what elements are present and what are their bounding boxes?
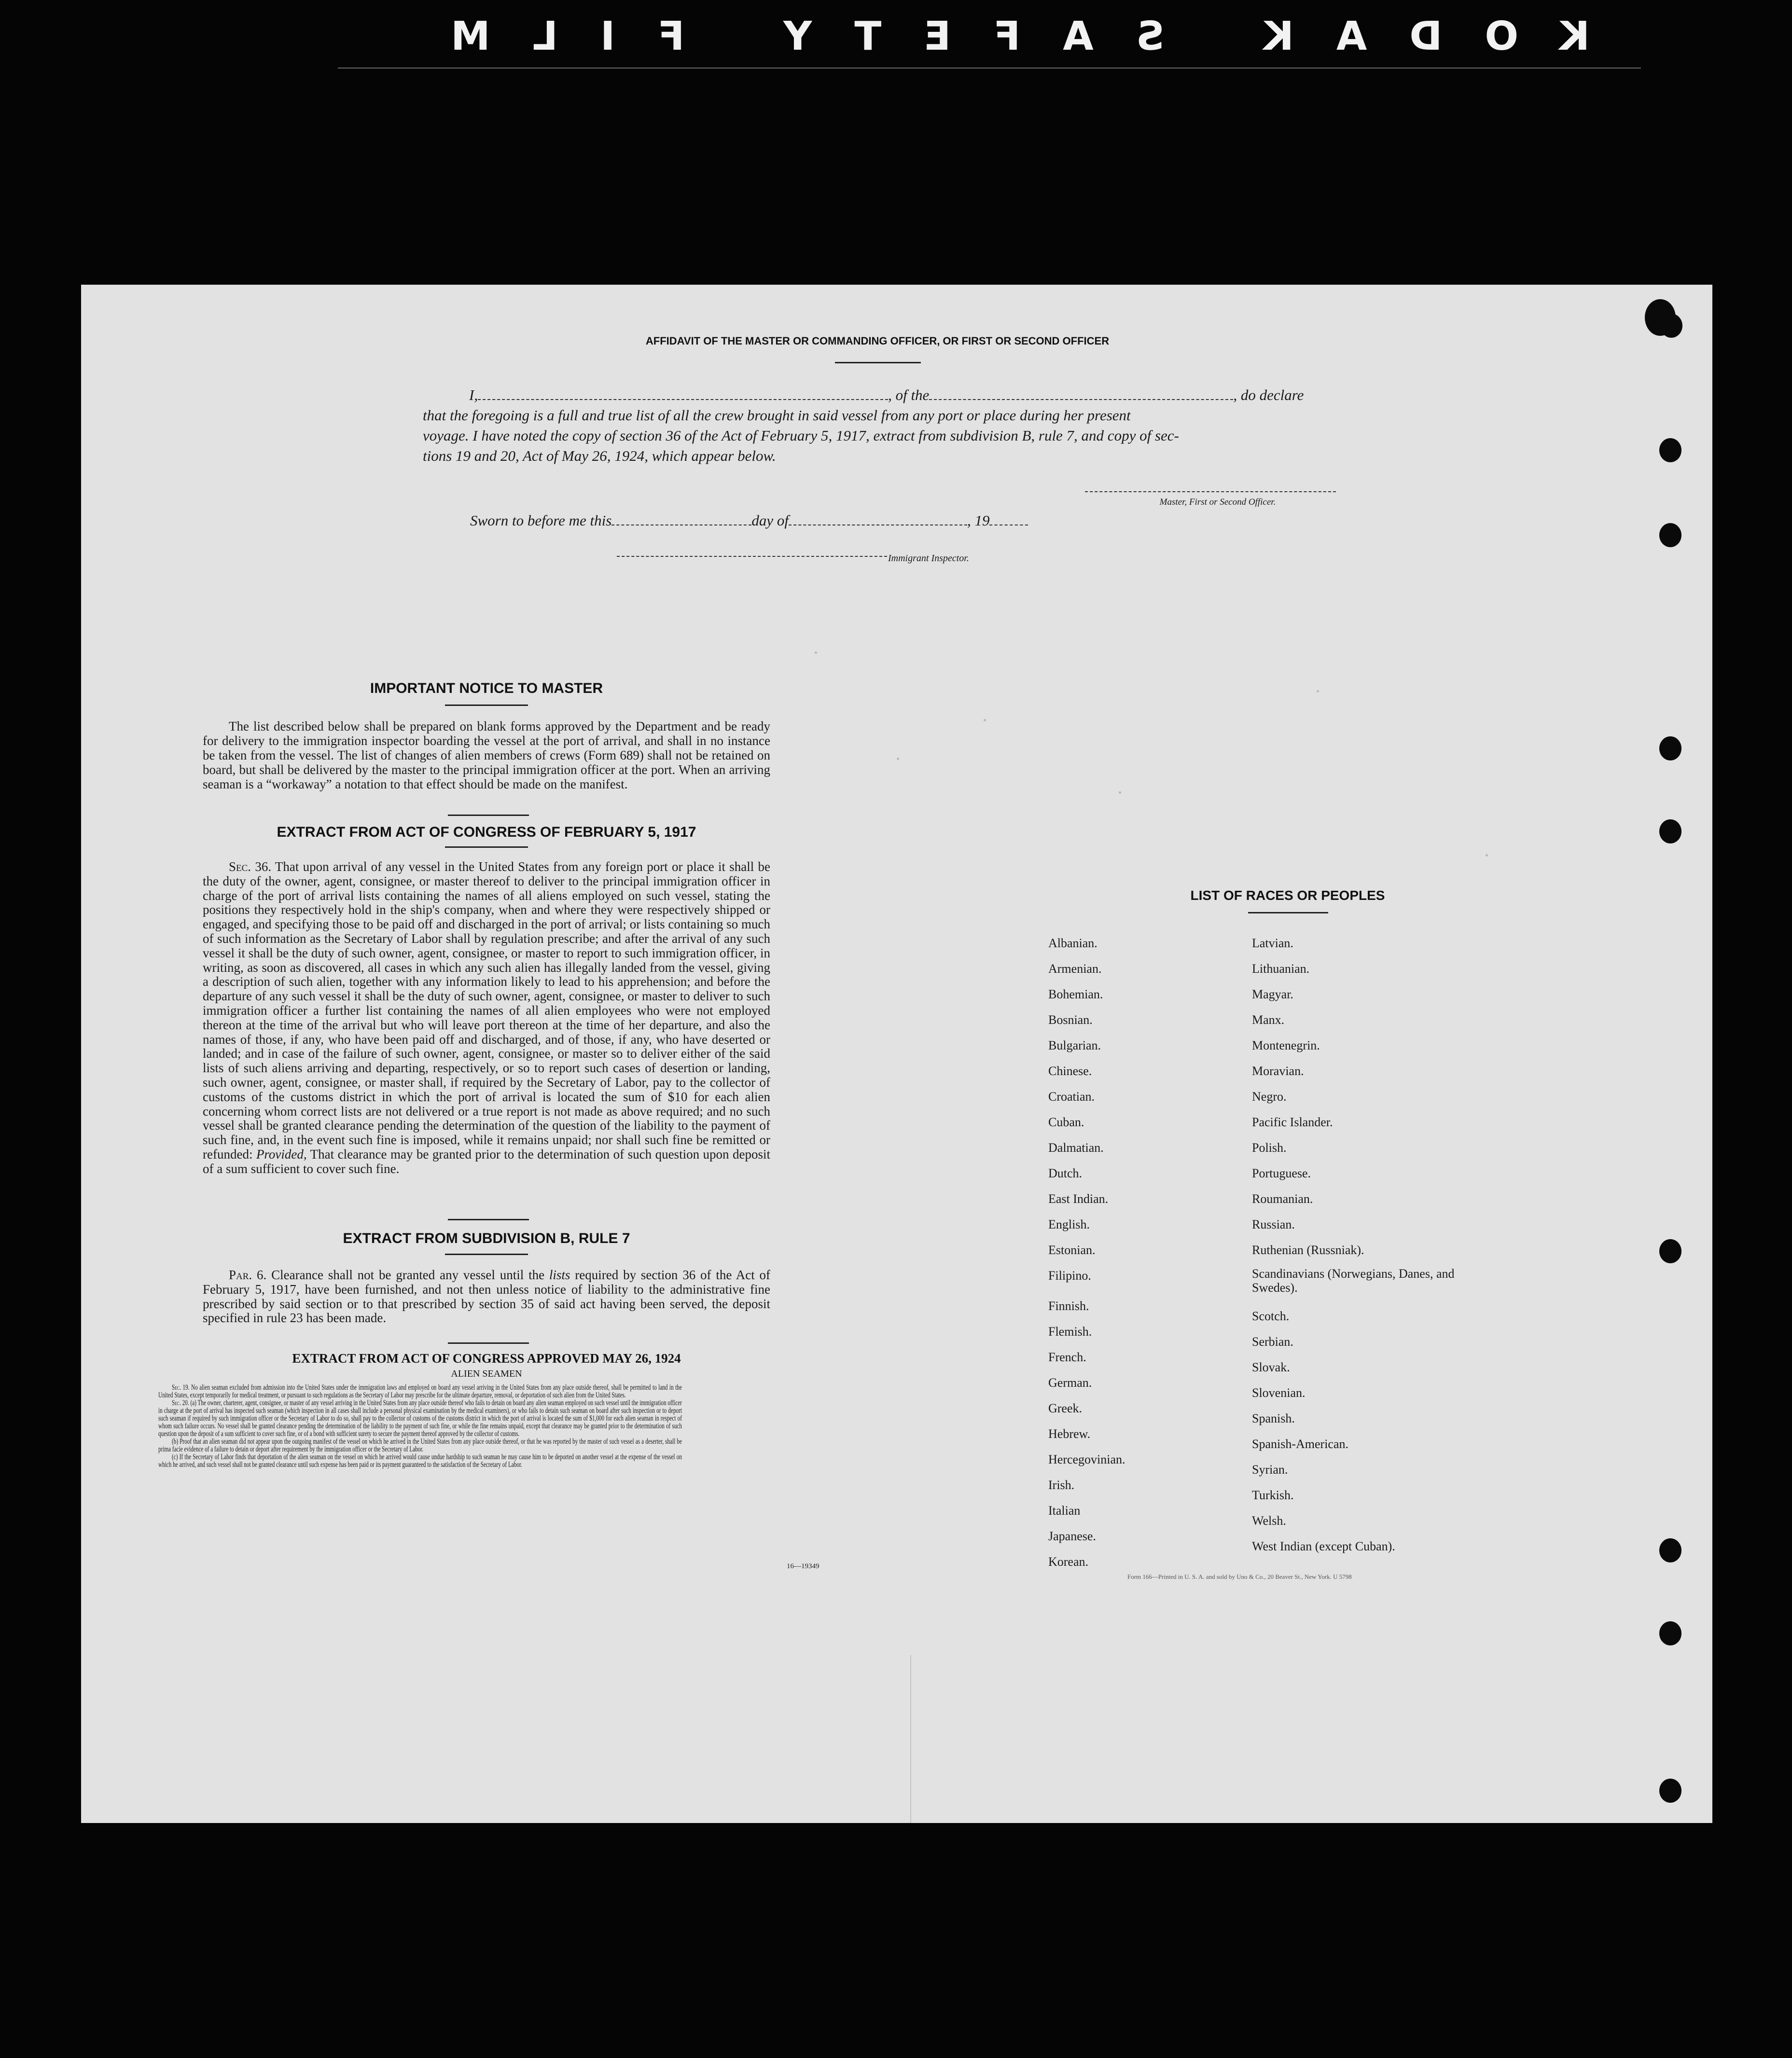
paper-speck [1119,791,1121,794]
sec-20a-paragraph [158,1399,682,1438]
binder-hole [1659,1779,1681,1803]
year-label: , 19 [967,512,990,529]
extract-1917-rule [445,846,528,848]
race-item: Bosnian. [1048,1013,1093,1027]
binder-hole [1659,736,1681,760]
master-caption: Master, First or Second Officer. [1159,497,1276,507]
race-item: Pacific Islander. [1252,1115,1333,1129]
race-item: English. [1048,1217,1090,1231]
manifest-back-page [81,285,1712,1823]
race-item: Manx. [1252,1013,1285,1027]
paper-speck [897,758,899,760]
provided-label: Provided, [256,1146,307,1161]
race-item: Portuguese. [1252,1166,1311,1180]
race-item: Spanish-American. [1252,1437,1349,1451]
extract-1917-title: EXTRACT FROM ACT OF CONGRESS OF FEBRUARY 5, 1917 [277,824,696,840]
race-item: Spanish. [1252,1411,1295,1425]
rule7-text-b: required by section 36 of the Act of February 5, 1917, have been furnished, and not then unless notice of liability to the administrative fine prescribed by said section or to that prescribed by section 35 of said act having been served, the deposit specified in rule 23 has been made. [203,1268,771,1326]
film-edge-text: KODAK SAFETY FILM [408,14,1590,59]
race-item: Japanese. [1048,1529,1096,1543]
sec-19-paragraph [158,1384,682,1399]
sec-36-label: Sec. 36. [229,859,272,874]
sec-36-text: That upon arrival of any vessel in the United States from any foreign port or place it shall be the duty of the owner, agent, consignee, or master thereof to deliver to the principal immigration officer in charge of the port of arrival lists containing the names of all aliens employed on such vessel, stating the positions they respectively hold in the ship's company, when and where they were respectively shipped or engaged, and specifying those to be paid off and discharged in the port of arrival; or lists containing so much of such information as the Secretary of Labor shall by regulation prescribe; and after the arrival of any such vessel it shall be the duty of such owner, agent, consignee, or master to report to such immigration officer, in writing, as soon as discovered, all cases in which any such alien has illegally landed from the vessel, giving a description of such alien, together with any information likely to lead to his apprehension; and before the departure of any such vessel it shall be the duty of such owner, agent, consignee, or master to deliver to such immigration officer a further list containing the names of all alien employees who were not employed thereon at the time of the arrival but who will leave port thereon at the time of her departure, and also the names of those, if any, who have been paid off and discharged, and of those, if any, who have deserted or landed; and in case of the failure of such owner, agent, consignee, or master so to deliver either of the said lists of such aliens arriving and departing, respectively, or so to report such cases of desertion or landing, such owner, agent, consignee, or master shall, if required by the Secretary of Labor, pay to the collector of customs of the customs district in which the port of arrival is located the sum of $10 for each alien concerning whom correct lists are not delivered or a true report is not made as above required; and no such vessel shall be granted clearance pending the determination of the question of the liability to the payment of such fine, and, in the event such fine is imposed, while it remains unpaid; nor shall such fine be remitted or refunded: [203,859,771,1161]
race-item: Russian. [1252,1217,1295,1231]
race-item: Bohemian. [1048,987,1103,1001]
torn-corner-mark [1645,299,1676,336]
affidavit-line-3: voyage. I have noted the copy of section 36 of the Act of February 5, 1917, extract from subdivision B, rule 7, and copy of sec- [423,427,1179,444]
name-blank [478,399,888,400]
extract-1924-subtitle: ALIEN SEAMEN [451,1368,522,1379]
sec-19-label: Sec. 19. [172,1383,190,1392]
sworn-line [470,511,1146,531]
affidavit-title: AFFIDAVIT OF THE MASTER OR COMMANDING OFFICER, OR FIRST OR SECOND OFFICER [645,335,1110,347]
race-item: East Indian. [1048,1192,1109,1206]
vessel-blank [929,399,1233,400]
extract-1917-text [203,860,770,1176]
binder-hole [1659,523,1681,547]
race-item: French. [1048,1350,1086,1364]
race-item: Cuban. [1048,1115,1084,1129]
extract-rule7-end-rule [448,1342,529,1344]
par-6-label: Par. 6. [229,1268,267,1282]
notice-end-rule [448,815,529,816]
sworn-text: Sworn to before me this [470,512,612,529]
lists-word: lists [549,1268,570,1282]
page-fold-line [910,1655,911,1823]
race-item: Hebrew. [1048,1427,1091,1441]
race-item: Negro. [1252,1090,1287,1104]
race-item: Turkish. [1252,1488,1294,1502]
extract-rule7-title: EXTRACT FROM SUBDIVISION B, RULE 7 [343,1230,630,1246]
races-title: LIST OF RACES OR PEOPLES [1190,888,1385,903]
race-item: Moravian. [1252,1064,1304,1078]
inspector-caption: Immigrant Inspector. [888,553,969,564]
binder-hole [1659,1239,1681,1263]
race-item: Welsh. [1252,1514,1286,1528]
sec-20b-paragraph: (b) Proof that an alien seaman did not appear upon the outgoing manifest of the vessel on which he arrived in the United States from any place outside thereof, or that he was reported by the master of such vessel as a deserter, shall be prima facie evidence of a failure to detain or deport after requirement by the immigration officer or the Secretary of Labor. [158,1437,682,1453]
affidavit-i: I, [469,387,478,403]
affidavit-line-1 [469,385,1415,405]
race-item: Slovenian. [1252,1386,1306,1400]
race-item: Finnish. [1048,1299,1089,1313]
binder-hole [1659,819,1681,843]
race-item: Serbian. [1252,1335,1293,1349]
provided-text: That clearance may be granted prior to the determination of such question upon deposit of a sum sufficient to cover such fine. [203,1146,771,1176]
affidavit-line-2: that the foregoing is a full and true list of all the crew brought in said vessel from any port or place during her present [423,407,1131,424]
race-item: Roumanian. [1252,1192,1313,1206]
notice-title: IMPORTANT NOTICE TO MASTER [370,680,603,696]
race-item: Syrian. [1252,1463,1288,1477]
race-item: Dutch. [1048,1166,1083,1180]
race-item: Albanian. [1048,936,1097,950]
race-item: Slovak. [1252,1360,1290,1374]
notice-title-rule [445,704,528,706]
day-of: day of [751,512,789,529]
race-item: Latvian. [1252,936,1293,950]
race-item: Scandinavians (Norwegians, Danes, and Swedes). [1252,1267,1455,1295]
race-item: Magyar. [1252,987,1293,1001]
sec-20c-paragraph: (c) If the Secretary of Labor finds that deportation of the alien seaman on the vessel on which he arrived would cause undue hardship to such seaman he may cause him to be deported on another vessel at the expense of the vessel on which he arrived, and such vessel shall not be granted clearance until such expense has been paid or its payment guaranteed to the satisfaction of the Secretary of Labor. [158,1453,682,1469]
paper-speck [984,719,986,721]
extract-1917-end-rule [448,1219,529,1220]
sec-19-text: No alien seaman excluded from admission into the United States under the immigration laws and employed on board any vessel arriving in the United States from any place outside thereof, shall be permitted to land in the United States, except temporarily for medical treatment, or pursuant to such regulations as the Secretary of Labor may prescribe for the ultimate departure, removal, or deportation of such alien from the United States. [158,1383,682,1399]
extract-rule7-text [203,1268,770,1326]
race-item: Irish. [1048,1478,1075,1492]
print-code: 16—19349 [787,1562,820,1570]
film-edge-line [338,68,1641,69]
race-item: Estonian. [1048,1243,1096,1257]
race-item: West Indian (except Cuban). [1252,1539,1395,1553]
race-item: Korean. [1048,1555,1089,1569]
sec-20-label: Sec. 20. [172,1399,189,1407]
race-item: German. [1048,1376,1092,1390]
sec-20a-text: (a) The owner, charterer, agent, consignee, or master of any vessel arriving in the United States from any place outside thereof who fails to detain on board any alien seaman employed on such vessel until the immigration officer in charge at the port of arrival has inspected such seaman (which inspection in all cases shall include a personal physical examination by the medical examiners), or who fails to detain such seaman on board after such inspection or to deport such seaman if required by such immigration officer or the Secretary of Labor to do so, shall pay to the collector of customs of the customs district in which the port of arrival is located the sum of $1,000 for each alien seaman in respect of whom such failure occurs. No vessel shall be granted clearance pending the determination of the liability to the payment of such fine, or while the fine remains unpaid, except that clearance may be granted prior to the determination of such question upon the deposit of a sum sufficient to cover such fine, or of a bond with sufficient surety to secure the payment thereof approved by the collector of customs. [158,1399,682,1438]
races-right-column [1252,930,1455,1559]
race-item: Montenegrin. [1252,1038,1320,1052]
affidavit-line-4: tions 19 and 20, Act of May 26, 1924, which appear below. [423,447,776,464]
race-item: Italian [1048,1504,1081,1518]
inspector-signature-line [617,556,887,557]
extract-1924-title: EXTRACT FROM ACT OF CONGRESS APPROVED MAY 26, 1924 [292,1351,681,1366]
race-item: Scotch. [1252,1309,1290,1323]
paper-speck [1317,690,1319,692]
extract-1924-text [158,1384,682,1469]
affidavit-declare: , do declare [1233,387,1304,403]
races-title-rule [1248,912,1328,913]
race-item: Chinese. [1048,1064,1092,1078]
race-item: Hercegovinian. [1048,1452,1125,1466]
binder-hole [1659,1621,1681,1645]
affidavit-title-rule [835,362,921,363]
extract-rule7-rule [445,1254,528,1255]
race-item: Croatian. [1048,1090,1095,1104]
binder-hole [1659,1538,1681,1562]
binder-hole [1659,438,1681,462]
race-item: Dalmatian. [1048,1141,1104,1155]
race-item: Flemish. [1048,1325,1092,1339]
paper-speck [815,651,817,654]
affidavit-of-the: , of the [888,387,930,403]
race-item: Ruthenian (Russniak). [1252,1243,1364,1257]
race-item: Filipino. [1048,1269,1091,1283]
notice-text: The list described below shall be prepared on blank forms approved by the Department and be ready for delivery to the immigration inspector boarding the vessel at the port of arrival, and shall in no instance be taken from the vessel. The list of changes of alien members of crews (Form 689) shall not be retained on board, but shall be delivered by the master to the principal immigration officer at the port. When an arriving seaman is a “workaway” a notation to that effect should be made on the manifest. [203,719,770,791]
race-item: Bulgarian. [1048,1038,1101,1052]
paper-speck [1486,854,1488,856]
form-footer: Form 166—Printed in U. S. A. and sold by Uno & Co., 20 Beaver St., New York. U 5798 [1127,1573,1352,1580]
races-left-column [1048,930,1125,1575]
rule7-text-a: Clearance shall not be granted any vessel until the [271,1268,545,1282]
race-item: Greek. [1048,1401,1083,1415]
race-item: Armenian. [1048,962,1102,976]
race-item: Lithuanian. [1252,962,1310,976]
race-item: Polish. [1252,1141,1287,1155]
